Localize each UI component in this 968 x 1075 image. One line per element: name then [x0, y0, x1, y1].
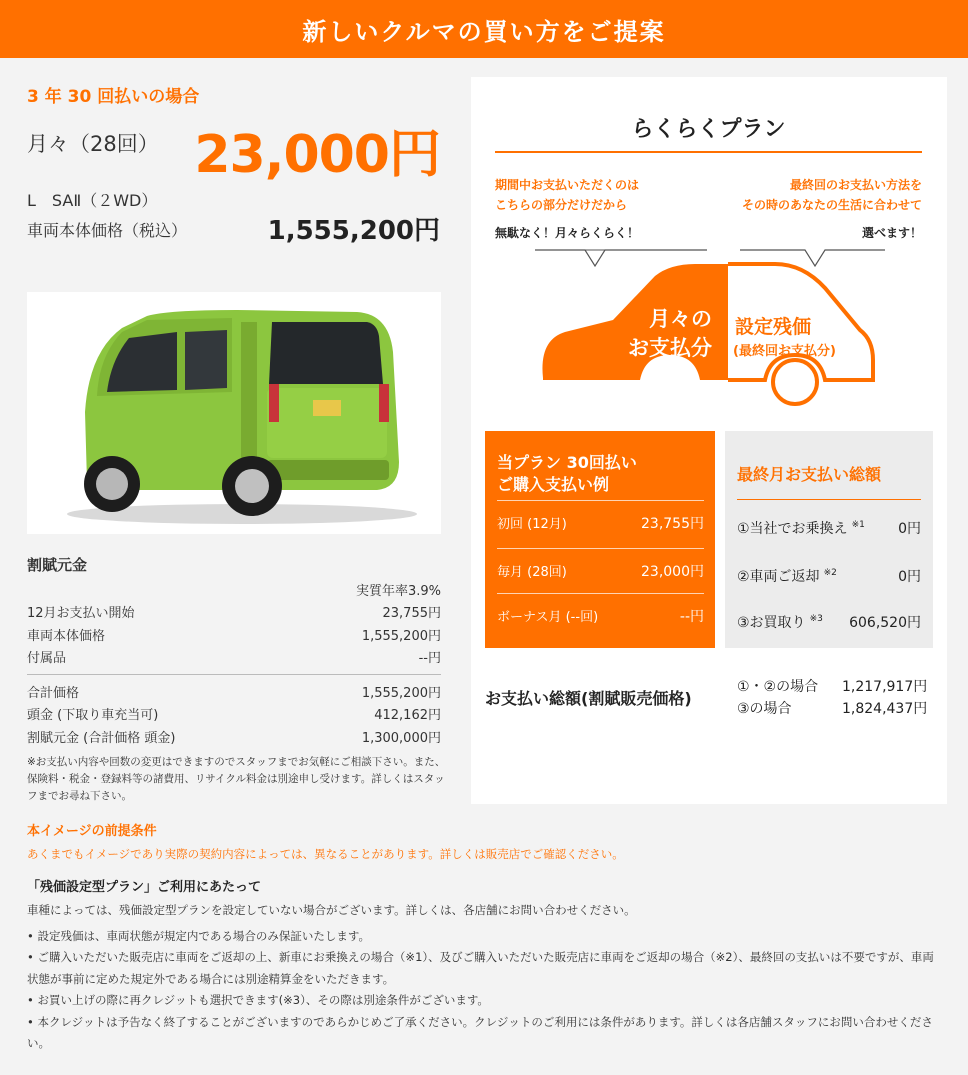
plan-title: らくらくプラン: [495, 112, 922, 153]
list-item: ①・②の場合 1,217,917円: [737, 679, 928, 695]
table-row: 12月お支払い開始 23,755円: [27, 606, 441, 622]
table-row: ③お買取り $^{※3}$ 606,520円: [737, 614, 921, 631]
apr-value: 実質年率3.9%: [355, 583, 441, 599]
left-note-strong: 無駄なく！月々らくらく！: [495, 226, 640, 240]
divider: [27, 674, 441, 675]
monthly-portion-label: 月々の お支払分: [628, 307, 712, 360]
apr-row: [27, 578, 441, 601]
table-row: 初回 (12月) 23,755円: [497, 500, 704, 544]
residual-sublabel: (最終回お支払分): [733, 344, 836, 359]
model-name: L SAⅡ（２WD）: [27, 191, 158, 210]
table-row: 付属品 --円: [27, 651, 441, 667]
monthly-label: 月々（28回）: [27, 132, 159, 156]
right-note: 最終回のお支払い方法を その時のあなたの生活に合わせて: [741, 178, 922, 212]
page-banner: [0, 0, 968, 58]
table-row: 合計価格 1,555,200円: [27, 685, 441, 701]
table-row: ボーナス月 (--回) --円: [497, 593, 704, 637]
table-row: 毎月 (28回) 23,000円: [497, 548, 704, 592]
table-row: 車両本体価格 1,555,200円: [27, 628, 441, 644]
list-item: ③の場合 1,824,437円: [737, 701, 928, 717]
table-row: 頭金 (下取り車充当可) 412,162円: [27, 708, 441, 724]
total-label: お支払い総額(割賦販売価格): [485, 689, 692, 708]
table-row: ①当社でお乗換え $^{※1}$ 0円: [737, 520, 921, 537]
residual-label: 設定残価: [735, 316, 812, 338]
car-image-icon: [27, 292, 441, 534]
banner-title: 新しいクルマの買い方をご提案: [302, 17, 666, 46]
usage-title: 「残価設定型プラン」ご利用にあたって: [27, 880, 262, 895]
left-note: 期間中お支払いただくのは こちらの部分だけだから: [495, 178, 640, 212]
monthly-price: 23,000円: [194, 125, 440, 185]
financing-title: 割賦元金: [27, 556, 88, 574]
financing-table: [27, 578, 441, 748]
usage-body: 車種によっては、残価設定型プランを設定していない場合がございます。詳しくは、各店舗にお問い合わせください。 • 設定残価は、車両状態が規定内である場合のみ保証いたします。 • ご購入いただいた販売店に車両をご返却の上、新車にお乗換えの場合（※1）、及びご購入いただいた販売店に車両をご返却の場合（※2）、最終回の支払いは不要ですが、車両状態が事前に定めた規定外である場合には別途精算金をいただきます。 • お買い上げの際に再クレジットも選択できます(※3）、その際は別途条件がございます。 • 本クレジットは予告なく終了することがございますのであらかじめご了承ください。クレジットのご利用には条件があります。詳しくは各店舗スタッフにお問い合わせください。: [27, 903, 934, 1050]
body-price-label: 車両本体価格（税込）: [27, 221, 188, 240]
table-row: ②車両ご返却 $^{※2}$ 0円: [737, 568, 921, 585]
right-note-strong: 選べます！: [861, 226, 922, 240]
table-row: 割賦元金 (合計価格 頭金) 1,300,000円: [27, 730, 441, 746]
conditions-text: あくまでもイメージであり実際の契約内容によっては、異なることがあります。詳しくは販売店でご確認ください。: [27, 847, 624, 861]
plan-label: 3 年 30 回払いの場合: [27, 87, 200, 107]
body-price: 1,555,200円: [267, 216, 440, 246]
financing-note: ※お支払い内容や回数の変更はできますのでスタッフまでお気軽にご相談下さい。また、保険料・税金・登録料等の諸費用、リサイクル料金は別途申し受けます。詳しくはスタッフまでお尋ね下さい。: [27, 756, 446, 802]
conditions-title: 本イメージの前提条件: [27, 824, 157, 839]
total-values: [737, 676, 927, 720]
payment-example-title: 当プラン 30回払い ご購入支払い例: [497, 453, 637, 494]
final-payment-title: 最終月お支払い総額: [737, 462, 921, 500]
car-photo: [27, 292, 441, 534]
